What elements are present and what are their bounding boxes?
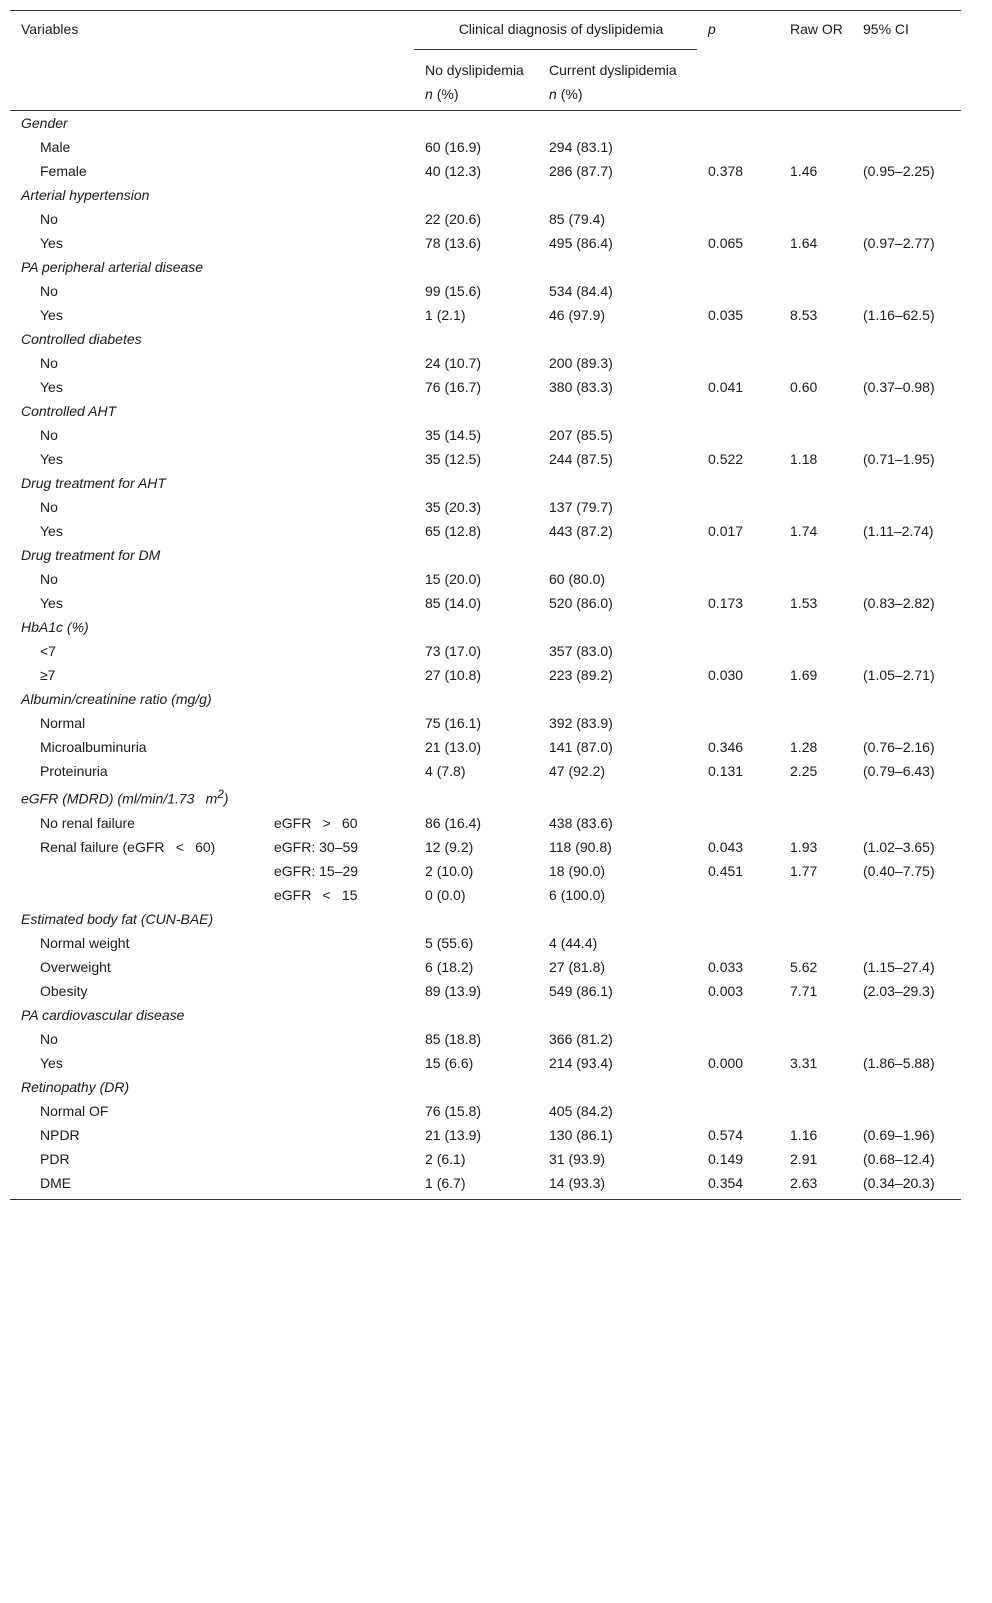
cell-current-dyslipidemia: 443 (87.2): [549, 523, 613, 539]
cell-current-dyslipidemia: 244 (87.5): [549, 451, 613, 467]
row-label: PDR: [40, 1150, 70, 1167]
table-row: [10, 811, 961, 835]
row-label: NPDR: [40, 1126, 80, 1143]
cell-ci: [852, 495, 961, 519]
cell-p-value: 0.354: [708, 1174, 744, 1191]
table-row: [10, 375, 961, 399]
cell-ci: (1.11–2.74): [863, 523, 934, 539]
section-title: [10, 183, 961, 207]
cell-p-value: 0.574: [708, 1126, 744, 1143]
cell-no-dyslipidemia: 85 (14.0): [425, 595, 482, 611]
cell-raw-or: 1.69: [790, 667, 818, 683]
cell-current-dyslipidemia: 60 (80.0): [549, 571, 606, 587]
cell-no-dyslipidemia: 99 (15.6): [425, 283, 482, 299]
cell-raw-or: 2.25: [790, 763, 818, 779]
cell-raw-or: [779, 567, 852, 591]
cell-no-dyslipidemia: 0 (0.0): [425, 886, 466, 903]
cell-no-dyslipidemia: 21 (13.9): [425, 1126, 482, 1143]
section-row: [10, 471, 961, 495]
cell-p-value: [697, 279, 779, 303]
cell-no-dyslipidemia: 2 (10.0): [425, 862, 474, 879]
row-sublabel: eGFR > 60: [274, 814, 358, 831]
table-row: [10, 931, 961, 955]
cell-ci: (0.79–6.43): [863, 763, 935, 779]
row-label: Normal weight: [40, 934, 130, 951]
cell-raw-or: [779, 811, 852, 835]
cell-current-dyslipidemia: 27 (81.8): [549, 958, 606, 975]
cell-current-dyslipidemia: 549 (86.1): [549, 982, 613, 999]
cell-raw-or: 1.64: [790, 235, 818, 251]
cell-raw-or: 1.93: [790, 838, 818, 855]
cell-ci: (0.76–2.16): [863, 739, 935, 755]
cell-ci: (0.71–1.95): [863, 451, 935, 467]
section-title: [10, 111, 961, 136]
cell-current-dyslipidemia: 357 (83.0): [549, 643, 613, 659]
table-row: [10, 447, 961, 471]
row-label: [10, 883, 263, 907]
row-label: Male: [40, 139, 71, 155]
cell-raw-or: 2.63: [790, 1174, 818, 1191]
cell-p-value: 0.378: [708, 163, 744, 179]
cell-p-value: 0.346: [708, 739, 744, 755]
section-title-text: eGFR (MDRD) (ml/min/1.73 m: [21, 790, 218, 807]
cell-current-dyslipidemia: 380 (83.3): [549, 379, 613, 395]
cell-current-dyslipidemia: 520 (86.0): [549, 595, 613, 611]
row-sublabel: eGFR: 15–29: [274, 862, 359, 879]
cell-current-dyslipidemia: 207 (85.5): [549, 427, 613, 443]
table-row: [10, 883, 961, 907]
row-label: No: [40, 571, 58, 587]
cell-current-dyslipidemia: 286 (87.7): [549, 163, 613, 179]
section-title: [10, 399, 961, 423]
cell-no-dyslipidemia: 5 (55.6): [425, 934, 474, 951]
cell-p-value: [697, 495, 779, 519]
cell-current-dyslipidemia: 141 (87.0): [549, 739, 613, 755]
cell-p-value: [697, 931, 779, 955]
header-pct: (%): [432, 86, 459, 102]
cell-raw-or: 1.53: [790, 595, 818, 611]
row-label: No: [40, 1030, 58, 1047]
section-title-text: Controlled diabetes: [21, 331, 142, 347]
cell-p-value: 0.065: [708, 235, 744, 251]
section-title: [10, 1075, 961, 1099]
cell-current-dyslipidemia: 46 (97.9): [549, 307, 606, 323]
section-row: [10, 111, 961, 136]
cell-raw-or: [779, 711, 852, 735]
cell-current-dyslipidemia: 392 (83.9): [549, 715, 613, 731]
cell-raw-or: [779, 1027, 852, 1051]
section-row: [10, 615, 961, 639]
section-title-sup: 2: [217, 788, 224, 801]
cell-raw-or: [779, 423, 852, 447]
row-label: ≥7: [40, 667, 56, 683]
cell-no-dyslipidemia: 78 (13.6): [425, 235, 482, 251]
cell-p-value: 0.131: [708, 763, 744, 779]
row-label: Normal OF: [40, 1102, 109, 1119]
cell-p-value: [697, 711, 779, 735]
cell-current-dyslipidemia: 294 (83.1): [549, 139, 613, 155]
cell-raw-or: [779, 1099, 852, 1123]
cell-raw-or: 1.46: [790, 163, 818, 179]
cell-p-value: [697, 883, 779, 907]
cell-p-value: [697, 351, 779, 375]
cell-ci: [852, 639, 961, 663]
table-row: [10, 351, 961, 375]
table-row: [10, 639, 961, 663]
cell-current-dyslipidemia: 85 (79.4): [549, 211, 606, 227]
header-n: n: [425, 86, 433, 102]
table-row: [10, 231, 961, 255]
row-label: Yes: [40, 595, 63, 611]
row-label: Female: [40, 163, 87, 179]
table-row: [10, 135, 961, 159]
cell-ci: [852, 207, 961, 231]
cell-raw-or: 5.62: [790, 958, 818, 975]
cell-no-dyslipidemia: 60 (16.9): [425, 139, 482, 155]
table-row: [10, 835, 961, 859]
table-row: [10, 279, 961, 303]
table-row: [10, 423, 961, 447]
cell-p-value: 0.003: [708, 982, 744, 999]
header-ci: 95% CI: [863, 21, 909, 37]
cell-p-value: 0.035: [708, 307, 744, 323]
cell-raw-or: 3.31: [790, 1054, 818, 1071]
cell-no-dyslipidemia: 76 (16.7): [425, 379, 482, 395]
row-label: Yes: [40, 1054, 63, 1071]
cell-ci: (2.03–29.3): [863, 982, 935, 999]
cell-ci: [852, 567, 961, 591]
cell-current-dyslipidemia: 14 (93.3): [549, 1174, 606, 1191]
header-pct: (%): [556, 86, 583, 102]
cell-ci: (1.05–2.71): [863, 667, 935, 683]
cell-ci: (0.97–2.77): [863, 235, 935, 251]
table-row: [10, 1099, 961, 1123]
cell-no-dyslipidemia: 35 (14.5): [425, 427, 482, 443]
row-label: Microalbuminuria: [40, 739, 147, 755]
table-row: [10, 1171, 961, 1200]
cell-ci: (1.15–27.4): [863, 958, 935, 975]
section-title-text: Retinopathy (DR): [21, 1078, 130, 1095]
cell-no-dyslipidemia: 27 (10.8): [425, 667, 482, 683]
cell-no-dyslipidemia: 2 (6.1): [425, 1150, 466, 1167]
table-row: [10, 567, 961, 591]
row-label: DME: [40, 1174, 72, 1191]
dyslipidemia-table: [10, 10, 961, 1200]
cell-p-value: 0.173: [708, 595, 744, 611]
section-title-text: PA peripheral arterial disease: [21, 259, 204, 275]
cell-p-value: 0.451: [708, 862, 744, 879]
cell-p-value: 0.043: [708, 838, 744, 855]
row-sublabel: eGFR < 15: [274, 886, 358, 903]
cell-no-dyslipidemia: 22 (20.6): [425, 211, 482, 227]
header-current-dyslipidemia: Current dyslipidemia: [549, 62, 677, 78]
table-row: [10, 1051, 961, 1075]
cell-raw-or: 2.91: [790, 1150, 818, 1167]
cell-ci: (0.34–20.3): [863, 1174, 935, 1191]
section-row: [10, 783, 961, 811]
cell-ci: (0.69–1.96): [863, 1126, 935, 1143]
table-header: [10, 11, 961, 111]
section-title: [10, 327, 961, 351]
table-row: [10, 1147, 961, 1171]
row-label: Yes: [40, 523, 63, 539]
cell-no-dyslipidemia: 15 (6.6): [425, 1054, 474, 1071]
cell-no-dyslipidemia: 65 (12.8): [425, 523, 482, 539]
header-clinical-diagnosis: Clinical diagnosis of dyslipidemia: [414, 11, 697, 50]
header-p: p: [708, 21, 716, 37]
cell-no-dyslipidemia: 24 (10.7): [425, 355, 482, 371]
cell-ci: (0.37–0.98): [863, 379, 935, 395]
cell-current-dyslipidemia: 200 (89.3): [549, 355, 613, 371]
section-title-text: Arterial hypertension: [21, 187, 150, 203]
cell-ci: (1.16–62.5): [863, 307, 935, 323]
cell-no-dyslipidemia: 40 (12.3): [425, 163, 482, 179]
cell-ci: [852, 351, 961, 375]
cell-ci: (1.02–3.65): [863, 838, 935, 855]
cell-raw-or: 8.53: [790, 307, 818, 323]
cell-current-dyslipidemia: 18 (90.0): [549, 862, 606, 879]
section-title-end: ): [223, 790, 229, 807]
cell-p-value: [697, 811, 779, 835]
cell-no-dyslipidemia: 89 (13.9): [425, 982, 482, 999]
section-row: [10, 687, 961, 711]
cell-no-dyslipidemia: 35 (20.3): [425, 499, 482, 515]
row-label: No renal failure: [40, 814, 135, 831]
cell-p-value: 0.033: [708, 958, 744, 975]
cell-no-dyslipidemia: 1 (2.1): [425, 307, 466, 323]
cell-current-dyslipidemia: 31 (93.9): [549, 1150, 606, 1167]
cell-current-dyslipidemia: 438 (83.6): [549, 814, 613, 831]
row-label: Obesity: [40, 982, 88, 999]
cell-raw-or: 1.16: [790, 1126, 818, 1143]
row-label: No: [40, 427, 58, 443]
row-label: Renal failure (eGFR < 60): [40, 838, 216, 855]
cell-raw-or: [779, 135, 852, 159]
cell-ci: [852, 1027, 961, 1051]
cell-ci: (0.40–7.75): [863, 862, 935, 879]
cell-no-dyslipidemia: 75 (16.1): [425, 715, 482, 731]
row-label: Proteinuria: [40, 763, 108, 779]
cell-raw-or: 7.71: [790, 982, 818, 999]
cell-p-value: [697, 423, 779, 447]
section-row: [10, 327, 961, 351]
cell-raw-or: [779, 639, 852, 663]
cell-current-dyslipidemia: 495 (86.4): [549, 235, 613, 251]
row-label: Yes: [40, 451, 63, 467]
cell-current-dyslipidemia: 4 (44.4): [549, 934, 598, 951]
cell-ci: [852, 931, 961, 955]
section-row: [10, 255, 961, 279]
cell-current-dyslipidemia: 534 (84.4): [549, 283, 613, 299]
cell-current-dyslipidemia: 130 (86.1): [549, 1126, 613, 1143]
cell-current-dyslipidemia: 118 (90.8): [549, 838, 612, 855]
cell-p-value: 0.030: [708, 667, 744, 683]
cell-p-value: 0.017: [708, 523, 744, 539]
cell-raw-or: 1.77: [790, 862, 818, 879]
section-title: [10, 1003, 961, 1027]
section-title: [10, 687, 961, 711]
section-title-text: Drug treatment for DM: [21, 547, 161, 563]
section-title-text: Drug treatment for AHT: [21, 475, 166, 491]
section-row: [10, 1003, 961, 1027]
row-label: Yes: [40, 235, 63, 251]
table-row: [10, 303, 961, 327]
header-raw-or: Raw OR: [790, 21, 843, 37]
section-title-text: Gender: [21, 115, 68, 131]
cell-raw-or: [779, 495, 852, 519]
section-title: [10, 615, 961, 639]
section-title-text: Controlled AHT: [21, 403, 117, 419]
table-row: [10, 591, 961, 615]
table-row: [10, 207, 961, 231]
row-label: No: [40, 211, 58, 227]
row-label: No: [40, 355, 58, 371]
cell-no-dyslipidemia: 85 (18.8): [425, 1030, 482, 1047]
section-row: [10, 183, 961, 207]
row-sublabel: eGFR: 30–59: [274, 838, 359, 855]
cell-p-value: [697, 639, 779, 663]
cell-ci: (0.95–2.25): [863, 163, 935, 179]
table-row: [10, 759, 961, 783]
cell-ci: [852, 811, 961, 835]
row-label: Yes: [40, 307, 63, 323]
table-row: [10, 711, 961, 735]
header-n-pct-no: [414, 80, 538, 111]
cell-raw-or: [779, 931, 852, 955]
table-row: [10, 1027, 961, 1051]
table-row: [10, 663, 961, 687]
header-n-pct-current: [538, 80, 697, 111]
cell-raw-or: [779, 207, 852, 231]
cell-ci: [852, 135, 961, 159]
table-row: [10, 159, 961, 183]
table-body: [10, 111, 961, 1200]
cell-no-dyslipidemia: 35 (12.5): [425, 451, 482, 467]
cell-no-dyslipidemia: 73 (17.0): [425, 643, 482, 659]
section-title: [10, 255, 961, 279]
cell-raw-or: [779, 279, 852, 303]
row-label: Overweight: [40, 958, 111, 975]
cell-no-dyslipidemia: 6 (18.2): [425, 958, 474, 975]
cell-current-dyslipidemia: 6 (100.0): [549, 886, 606, 903]
row-label: No: [40, 283, 58, 299]
section-row: [10, 399, 961, 423]
cell-ci: [852, 1099, 961, 1123]
header-no-dyslipidemia: No dyslipidemia: [425, 62, 524, 78]
cell-p-value: [697, 1027, 779, 1051]
section-title-text: PA cardiovascular disease: [21, 1006, 185, 1023]
section-title: [10, 471, 961, 495]
cell-current-dyslipidemia: 366 (81.2): [549, 1030, 613, 1047]
row-label: Normal: [40, 715, 86, 731]
section-title: [10, 543, 961, 567]
cell-current-dyslipidemia: 223 (89.2): [549, 667, 613, 683]
section-row: [10, 1075, 961, 1099]
cell-p-value: 0.522: [708, 451, 744, 467]
cell-p-value: [697, 567, 779, 591]
row-label: [10, 859, 263, 883]
cell-no-dyslipidemia: 1 (6.7): [425, 1174, 466, 1191]
row-label: No: [40, 499, 58, 515]
cell-ci: (1.86–5.88): [863, 1054, 935, 1071]
table-row: [10, 735, 961, 759]
cell-p-value: [697, 1099, 779, 1123]
section-title: [10, 907, 961, 931]
row-label: Yes: [40, 379, 63, 395]
cell-current-dyslipidemia: 405 (84.2): [549, 1102, 613, 1119]
row-label: <7: [40, 643, 56, 659]
cell-current-dyslipidemia: 137 (79.7): [549, 499, 613, 515]
cell-no-dyslipidemia: 76 (15.8): [425, 1102, 482, 1119]
section-row: [10, 543, 961, 567]
cell-p-value: [697, 135, 779, 159]
cell-ci: [852, 279, 961, 303]
cell-p-value: 0.000: [708, 1054, 744, 1071]
table-row: [10, 1123, 961, 1147]
cell-p-value: 0.149: [708, 1150, 744, 1167]
cell-raw-or: 1.28: [790, 739, 818, 755]
cell-ci: [852, 711, 961, 735]
cell-ci: [852, 883, 961, 907]
section-title: [10, 783, 961, 811]
cell-p-value: [697, 207, 779, 231]
cell-no-dyslipidemia: 86 (16.4): [425, 814, 482, 831]
table-row: [10, 859, 961, 883]
section-title-text: Albumin/creatinine ratio (mg/g): [21, 691, 212, 707]
cell-current-dyslipidemia: 214 (93.4): [549, 1054, 613, 1071]
cell-raw-or: [779, 351, 852, 375]
cell-ci: (0.83–2.82): [863, 595, 935, 611]
cell-raw-or: 1.18: [790, 451, 818, 467]
section-title-text: Estimated body fat (CUN-BAE): [21, 910, 214, 927]
header-n: n: [549, 86, 557, 102]
cell-current-dyslipidemia: 47 (92.2): [549, 763, 606, 779]
cell-raw-or: [779, 883, 852, 907]
table-wrapper: [10, 10, 961, 1200]
cell-p-value: 0.041: [708, 379, 744, 395]
header-variables: Variables: [21, 21, 79, 37]
cell-no-dyslipidemia: 4 (7.8): [425, 763, 466, 779]
cell-ci: (0.68–12.4): [863, 1150, 935, 1167]
cell-no-dyslipidemia: 15 (20.0): [425, 571, 482, 587]
cell-no-dyslipidemia: 21 (13.0): [425, 739, 482, 755]
table-row: [10, 979, 961, 1003]
cell-no-dyslipidemia: 12 (9.2): [425, 838, 474, 855]
cell-raw-or: 1.74: [790, 523, 818, 539]
section-title-text: HbA1c (%): [21, 619, 89, 635]
cell-ci: [852, 423, 961, 447]
table-row: [10, 519, 961, 543]
cell-raw-or: 0.60: [790, 379, 818, 395]
table-row: [10, 955, 961, 979]
table-row: [10, 495, 961, 519]
section-row: [10, 907, 961, 931]
